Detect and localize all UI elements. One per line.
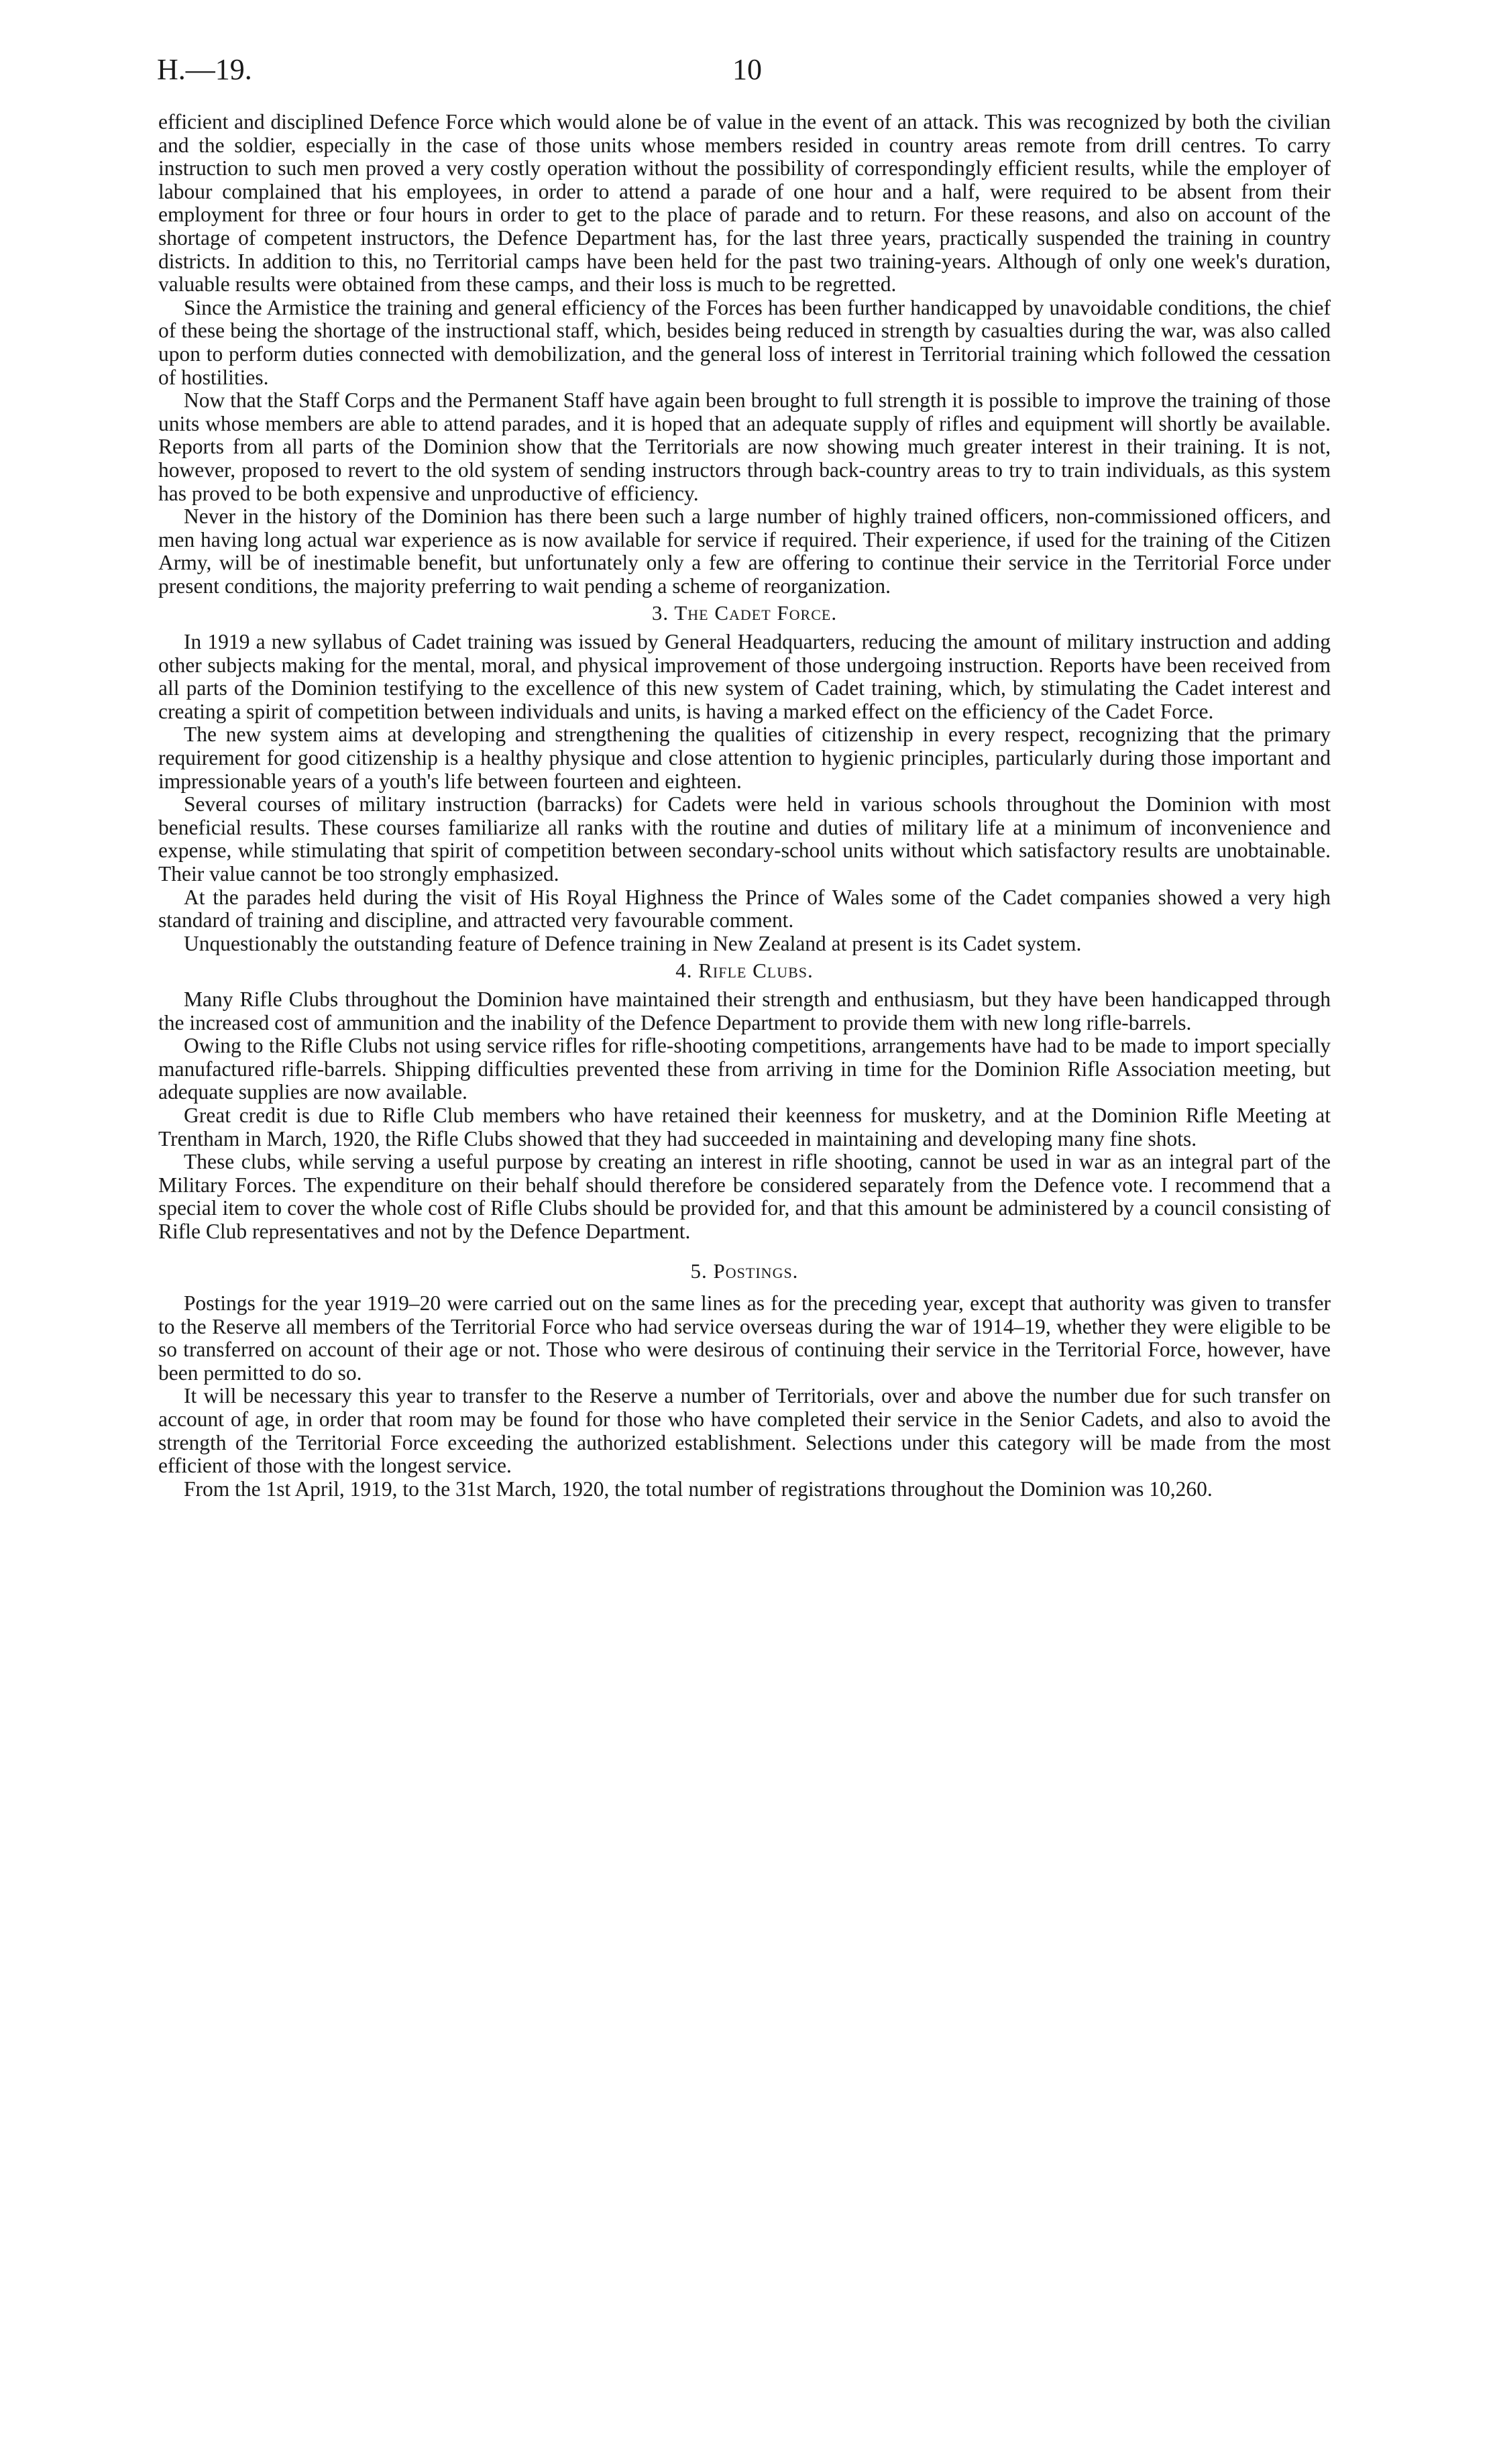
paragraph: Since the Armistice the training and general efficiency of the Forces has been further handicapped by unavoidable conditions, the chief of these being the shortage of the instructional staff, which, besides being reduced in strength by casualties during the war, was also called upon to perform duties connected with demobilization, and the general loss of interest in Territorial training which followed the cessation of hostilities.	[158, 295, 1331, 389]
paragraph: Unquestionably the outstanding feature of Defence training in New Zealand at present is its Cadet system.	[184, 931, 1082, 955]
section-heading-cadet-force: 3. The Cadet Force.	[651, 601, 838, 625]
paragraph: Owing to the Rifle Clubs not using service rifles for rifle-shooting competitions, arrangements have had to be made to import specially manufactured rifle-barrels. Shipping difficulties prevented these from arriving in time for the Dominion Rifle Association meeting, but adequate supplies are now available.	[158, 1034, 1331, 1104]
paragraph: Great credit is due to Rifle Club members who have retained their keenness for musketry, and at the Dominion Rifle Meeting at Trentham in March, 1920, the Rifle Clubs showed that they had succeeded in maintaining and developing many fine shots.	[158, 1103, 1331, 1150]
paragraph: The new system aims at developing and strengthening the qualities of citizenship in every respect, recognizing that the primary requirement for good citizenship is a healthy physique and close attention to hygienic principles, particularly during those important and impressionable years of a youth's life between fourteen and eighteen.	[158, 722, 1331, 793]
paragraph: Many Rifle Clubs throughout the Dominion have maintained their strength and enthusiasm, but they have been handicapped through the increased cost of ammunition and the inability of the Defence Department to provide them with new long rifle-barrels.	[158, 987, 1331, 1034]
page-header	[157, 52, 1337, 99]
paragraph: Several courses of military instruction (barracks) for Cadets were held in various schools throughout the Dominion with most beneficial results. These courses familiarize all ranks with the routine and duties of military life at a minimum of inconvenience and expense, while stimulating that spirit of competition between secondary-school units without which satisfactory results are unobtainable. Their value cannot be too strongly emphasized.	[158, 792, 1331, 886]
paragraph: From the 1st April, 1919, to the 31st March, 1920, the total number of registrations throughout the Dominion was 10,260.	[184, 1477, 1213, 1501]
paragraph: It will be necessary this year to transfer to the Reserve a number of Territorials, over and above the number due for such transfer on account of age, in order that room may be found for those who have completed their service in the Senior Cadets, and also to avoid the strength of the Territorial Force exceeding the authorized establishment. Selections under this category will be made from the most efficient of those with the longest service.	[158, 1384, 1331, 1478]
paragraph: In 1919 a new syllabus of Cadet training was issued by General Headquarters, reducing the amount of military instruction and adding other subjects making for the mental, moral, and physical improvement of those undergoing instruction. Reports have been received from all parts of the Dominion testifying to the excellence of this new system of Cadet training, which, by stimulating the Cadet interest and creating a spirit of competition between individuals and units, is having a marked effect on the efficiency of the Cadet Force.	[158, 630, 1331, 723]
paragraph: efficient and disciplined Defence Force which would alone be of value in the event of an attack. This was recognized by both the civilian and the soldier, especially in the case of those units whose members resided in country areas remote from drill centres. To carry instruction to such men proved a very costly operation without the possibility of correspondingly efficient results, while the employer of labour complained that his employees, in order to attend a parade of one hour and a half, were required to be absent from their employment for three or four hours in order to get to the place of parade and to return. For these reasons, and also on account of the shortage of competent instructors, the Defence Department has, for the last three years, practically suspended the training in country districts. In addition to this, no Territorial camps have been held for the past two training-years. Although of only one week's duration, valuable results were obtained from these camps, and their loss is much to be regretted.	[158, 110, 1331, 297]
paragraph: Never in the history of the Dominion has there been such a large number of highly trained officers, non-commissioned officers, and men having long actual war experience as is now available for service if required. Their experience, if used for the training of the Citizen Army, will be of inestimable benefit, but unfortunately only a few are offering to continue their service in the Territorial Force under present conditions, the majority preferring to wait pending a scheme of reorganization.	[158, 504, 1331, 598]
paragraph: Now that the Staff Corps and the Permanent Staff have again been brought to full strength it is possible to improve the training of those units whose members are able to attend parades, and it is hoped that an adequate supply of rifles and equipment will shortly be available. Reports from all parts of the Dominion show that the Territorials are now showing much greater interest in their training. It is not, however, proposed to revert to the old system of sending instructors through back-country areas to try to train individuals, as this system has proved to be both expensive and unproductive of efficiency.	[158, 388, 1331, 505]
paragraph: At the parades held during the visit of His Royal Highness the Prince of Wales some of the Cadet companies showed a very high standard of training and discipline, and attracted very favourable comment.	[158, 885, 1331, 932]
page-number: 10	[732, 53, 762, 86]
paragraph: These clubs, while serving a useful purpose by creating an interest in rifle shooting, cannot be used in war as an integral part of the Military Forces. The expenditure on their behalf should therefore be considered separately from the Defence vote. I recommend that a special item to cover the whole cost of Rifle Clubs should be provided for, and that this amount be administered by a council consisting of Rifle Club representatives and not by the Defence Department.	[158, 1150, 1331, 1243]
document-reference: H.—19.	[157, 53, 252, 86]
document-body	[158, 111, 1331, 1501]
paragraph: Postings for the year 1919–20 were carried out on the same lines as for the preceding year, except that authority was given to transfer to the Reserve all members of the Territorial Force who had service overseas during the war of 1914–19, whether they were eligible to be so transferred on account of their age or not. Those who were desirous of continuing their service in the Territorial Force, however, have been permitted to do so.	[158, 1291, 1331, 1385]
section-heading-postings: 5. Postings.	[690, 1258, 799, 1283]
section-heading-rifle-clubs: 4. Rifle Clubs.	[675, 959, 814, 983]
